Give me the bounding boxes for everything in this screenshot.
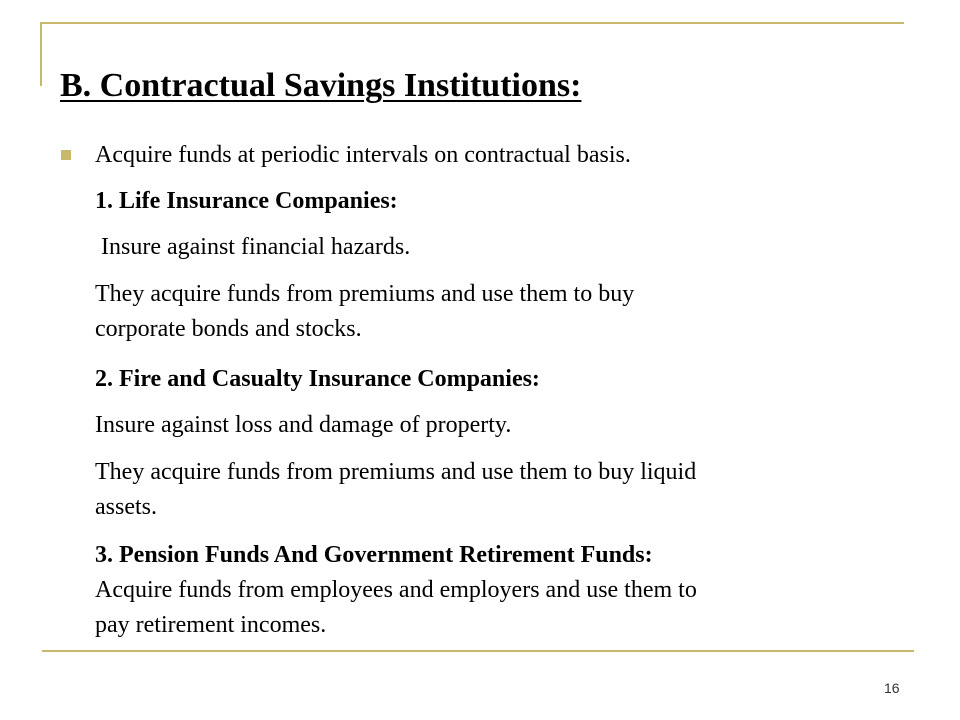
slide-title: B. Contractual Savings Institutions:	[60, 67, 582, 104]
text-life-insure: Insure against financial hazards.	[95, 234, 411, 260]
heading-life-insurance: 1. Life Insurance Companies:	[95, 188, 398, 214]
frame-bottom-line	[42, 650, 914, 652]
frame-top-line	[40, 22, 904, 24]
heading-pension-funds: 3. Pension Funds And Government Retirement Funds:	[95, 542, 653, 568]
square-bullet-icon	[61, 150, 71, 160]
text-fire-insure: Insure against loss and damage of property.	[95, 412, 512, 438]
page-number: 16	[884, 680, 900, 696]
text-pension-acquire-2: pay retirement incomes.	[95, 612, 327, 638]
text-life-acquire-1: They acquire funds from premiums and use them to buy	[95, 281, 635, 307]
heading-fire-casualty: 2. Fire and Casualty Insurance Companies:	[95, 366, 540, 392]
text-pension-acquire-1: Acquire funds from employees and employers and use them to	[95, 577, 697, 603]
bullet-text: Acquire funds at periodic intervals on contractual basis.	[95, 142, 631, 168]
frame-left-line	[40, 22, 42, 86]
text-fire-acquire-2: assets.	[95, 494, 157, 520]
text-life-acquire-2: corporate bonds and stocks.	[95, 316, 362, 342]
text-fire-acquire-1: They acquire funds from premiums and use them to buy liquid	[95, 459, 697, 485]
